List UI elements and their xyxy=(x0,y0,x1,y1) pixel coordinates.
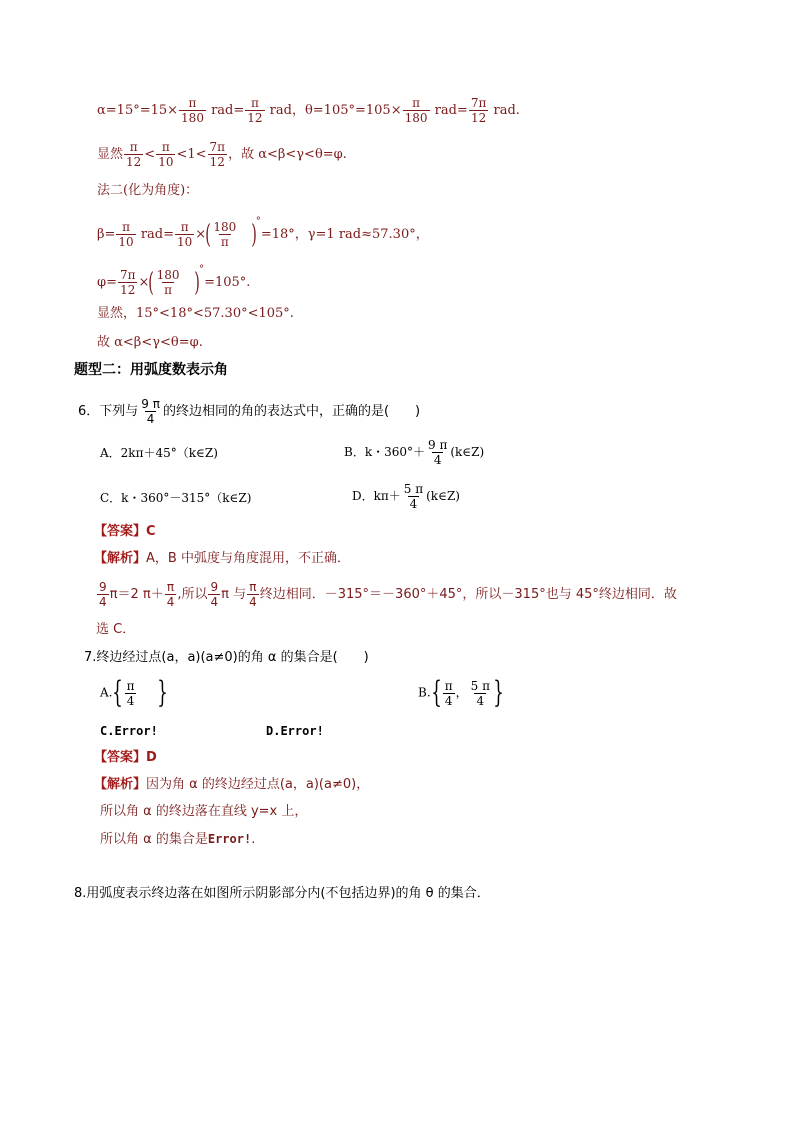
answer-value: C xyxy=(146,524,156,539)
numerator: π xyxy=(129,140,138,154)
text: α=15°=15× xyxy=(97,103,179,118)
solution-line-4 xyxy=(97,214,429,250)
numerator: π xyxy=(161,140,170,154)
option-label: B. xyxy=(418,685,431,700)
option-label: A. xyxy=(100,685,113,700)
right-brace: } xyxy=(493,675,504,710)
text: ,所以 xyxy=(177,587,208,602)
fraction xyxy=(403,96,430,125)
fraction xyxy=(156,140,175,169)
fraction xyxy=(469,96,489,125)
left-paren: ( xyxy=(148,267,155,298)
numerator: 5 π xyxy=(403,482,424,496)
text: D．kπ＋ xyxy=(352,489,401,503)
fraction xyxy=(139,397,162,426)
numerator: π xyxy=(444,678,453,693)
text: B．k・360°＋ xyxy=(344,445,425,459)
left-brace: { xyxy=(430,675,442,710)
text: 6．下列与 xyxy=(78,404,139,419)
text: =18°，γ=1 rad≈57.30°， xyxy=(260,227,429,242)
denominator: 4 xyxy=(166,595,175,609)
text: 所以角 α 的集合是 xyxy=(100,832,208,847)
right-brace: } xyxy=(156,675,168,710)
denominator: 4 xyxy=(476,693,485,708)
fraction xyxy=(247,580,259,609)
left-paren: ( xyxy=(205,219,212,250)
text: (k∈Z) xyxy=(450,445,485,459)
text: 终边相同．－315°＝－360°＋45°，所以－315°也与 45°终边相同．故 xyxy=(259,587,677,602)
denominator: 12 xyxy=(126,155,142,169)
text: π 与 xyxy=(221,587,247,602)
denominator: 12 xyxy=(470,111,487,125)
q7-option-a xyxy=(100,675,168,710)
q7-option-d: D.Error! xyxy=(266,724,324,738)
question-7-stem: 7.终边经过点(a，a)(a≠0)的角 α 的集合是( ) xyxy=(84,650,369,665)
answer-value: D xyxy=(146,750,157,765)
text: < xyxy=(144,147,156,162)
numerator: 9 xyxy=(99,580,107,594)
fraction xyxy=(116,220,135,249)
q6-analysis-line-2 xyxy=(96,580,677,609)
solution-line-5 xyxy=(97,262,250,298)
text: (k∈Z) xyxy=(426,489,460,503)
denominator: 4 xyxy=(444,693,453,708)
numerator: 180 xyxy=(156,268,180,282)
section-heading: 题型二：用弧度数表示角 xyxy=(74,362,228,378)
text: =105°. xyxy=(204,275,251,290)
denominator: 180 xyxy=(181,111,204,125)
numerator: 180 xyxy=(213,220,237,234)
denominator: 4 xyxy=(210,595,219,609)
q7-option-c: C.Error! xyxy=(100,724,158,738)
numerator: 7π xyxy=(470,96,487,110)
fraction xyxy=(208,140,228,169)
solution-line-6: 显然，15°<18°<57.30°<105°. xyxy=(97,306,294,321)
degree-sign: ° xyxy=(255,216,261,227)
question-8-stem: 8.用弧度表示终边落在如图所示阴影部分内(不包括边界)的角 θ 的集合． xyxy=(74,886,490,901)
text: <1< xyxy=(176,147,207,162)
question-6-stem xyxy=(78,397,420,426)
numerator: 9 xyxy=(210,580,219,594)
denominator: π xyxy=(220,235,229,249)
denominator: 10 xyxy=(118,235,134,249)
fraction xyxy=(118,268,138,297)
right-paren: ) xyxy=(250,219,257,250)
denominator: 4 xyxy=(433,453,442,467)
fraction xyxy=(124,140,143,169)
q7-option-b xyxy=(418,675,504,710)
fraction xyxy=(426,438,449,467)
separator: ， xyxy=(455,685,468,700)
fraction xyxy=(97,580,109,609)
fraction xyxy=(155,268,182,297)
fraction xyxy=(245,96,264,125)
numerator: 7π xyxy=(120,268,136,282)
degree-sign: ° xyxy=(199,264,205,275)
denominator: π xyxy=(164,283,172,297)
q7-answer xyxy=(94,750,157,766)
q6-option-d xyxy=(352,482,460,511)
fraction xyxy=(179,96,206,125)
numerator: π xyxy=(250,96,259,110)
text: × xyxy=(138,275,150,290)
numerator: 7π xyxy=(209,140,226,154)
numerator: π xyxy=(180,220,189,234)
numerator: π xyxy=(166,580,175,594)
text: 因为角 α 的终边经过点(a，a)(a≠0)， xyxy=(146,777,370,792)
numerator: π xyxy=(122,220,130,234)
solution-line-1 xyxy=(97,96,520,125)
denominator: 12 xyxy=(120,283,136,297)
numerator: π xyxy=(188,96,197,110)
denominator: 4 xyxy=(249,595,257,609)
text: β= xyxy=(97,227,116,242)
text: rad. xyxy=(489,103,520,118)
text: rad= xyxy=(136,227,175,242)
q6-option-c: C．k・360°－315°（k∈Z) xyxy=(100,491,252,505)
q7-analysis-line-2: 所以角 α 的终边落在直线 y=x 上， xyxy=(100,804,308,819)
denominator: 10 xyxy=(158,155,174,169)
fraction xyxy=(469,679,492,708)
solution-line-3: 法二(化为角度)： xyxy=(97,183,199,198)
text: rad，θ=105°=105× xyxy=(265,103,402,118)
error-text: Error! xyxy=(207,832,252,846)
numerator: 5 π xyxy=(470,678,490,693)
text: φ= xyxy=(97,275,117,290)
text: × xyxy=(195,227,207,242)
text: ，故 α<β<γ<θ=φ. xyxy=(228,147,347,162)
q7-analysis-line-3 xyxy=(100,831,255,848)
numerator: π xyxy=(249,580,257,594)
denominator: 10 xyxy=(177,235,193,249)
q7-analysis-line-1 xyxy=(94,777,369,793)
fraction xyxy=(175,220,194,249)
text: π＝2 π＋ xyxy=(109,587,164,602)
numerator: 9 π xyxy=(428,438,448,452)
fraction xyxy=(125,679,137,708)
fraction xyxy=(211,220,238,249)
fraction xyxy=(165,580,177,609)
analysis-label: 【解析】 xyxy=(94,777,147,792)
numerator: π xyxy=(412,96,420,110)
text: A，B 中弧度与角度混用，不正确． xyxy=(146,551,350,566)
numerator: π xyxy=(126,678,135,693)
solution-line-7: 故 α<β<γ<θ=φ. xyxy=(97,335,203,350)
denominator: 12 xyxy=(209,155,225,169)
numerator: 9 π xyxy=(141,397,160,411)
denominator: 4 xyxy=(146,412,155,426)
fraction xyxy=(402,482,425,511)
answer-label: 【答案】 xyxy=(94,524,147,539)
fraction xyxy=(208,580,220,609)
denominator: 4 xyxy=(409,497,418,511)
denominator: 12 xyxy=(247,111,263,125)
fraction xyxy=(443,679,455,708)
left-brace: { xyxy=(112,675,124,710)
analysis-label: 【解析】 xyxy=(94,551,147,566)
q6-answer xyxy=(94,524,156,540)
denominator: 4 xyxy=(99,595,107,609)
text: . xyxy=(251,832,256,847)
denominator: 4 xyxy=(126,693,135,708)
q6-analysis-line-1 xyxy=(94,551,350,567)
text: rad= xyxy=(430,103,468,118)
right-paren: ) xyxy=(194,267,200,298)
denominator: 180 xyxy=(404,111,428,125)
q6-analysis-line-3: 选 C． xyxy=(96,622,136,637)
answer-label: 【答案】 xyxy=(94,750,147,765)
text: rad= xyxy=(206,103,245,118)
q6-option-b xyxy=(344,438,484,467)
solution-line-2 xyxy=(97,140,347,169)
text: 的终边相同的角的表达式中，正确的是( ) xyxy=(162,404,421,419)
text: 显然 xyxy=(97,147,124,162)
q6-option-a: A．2kπ＋45°（k∈Z) xyxy=(100,446,218,460)
